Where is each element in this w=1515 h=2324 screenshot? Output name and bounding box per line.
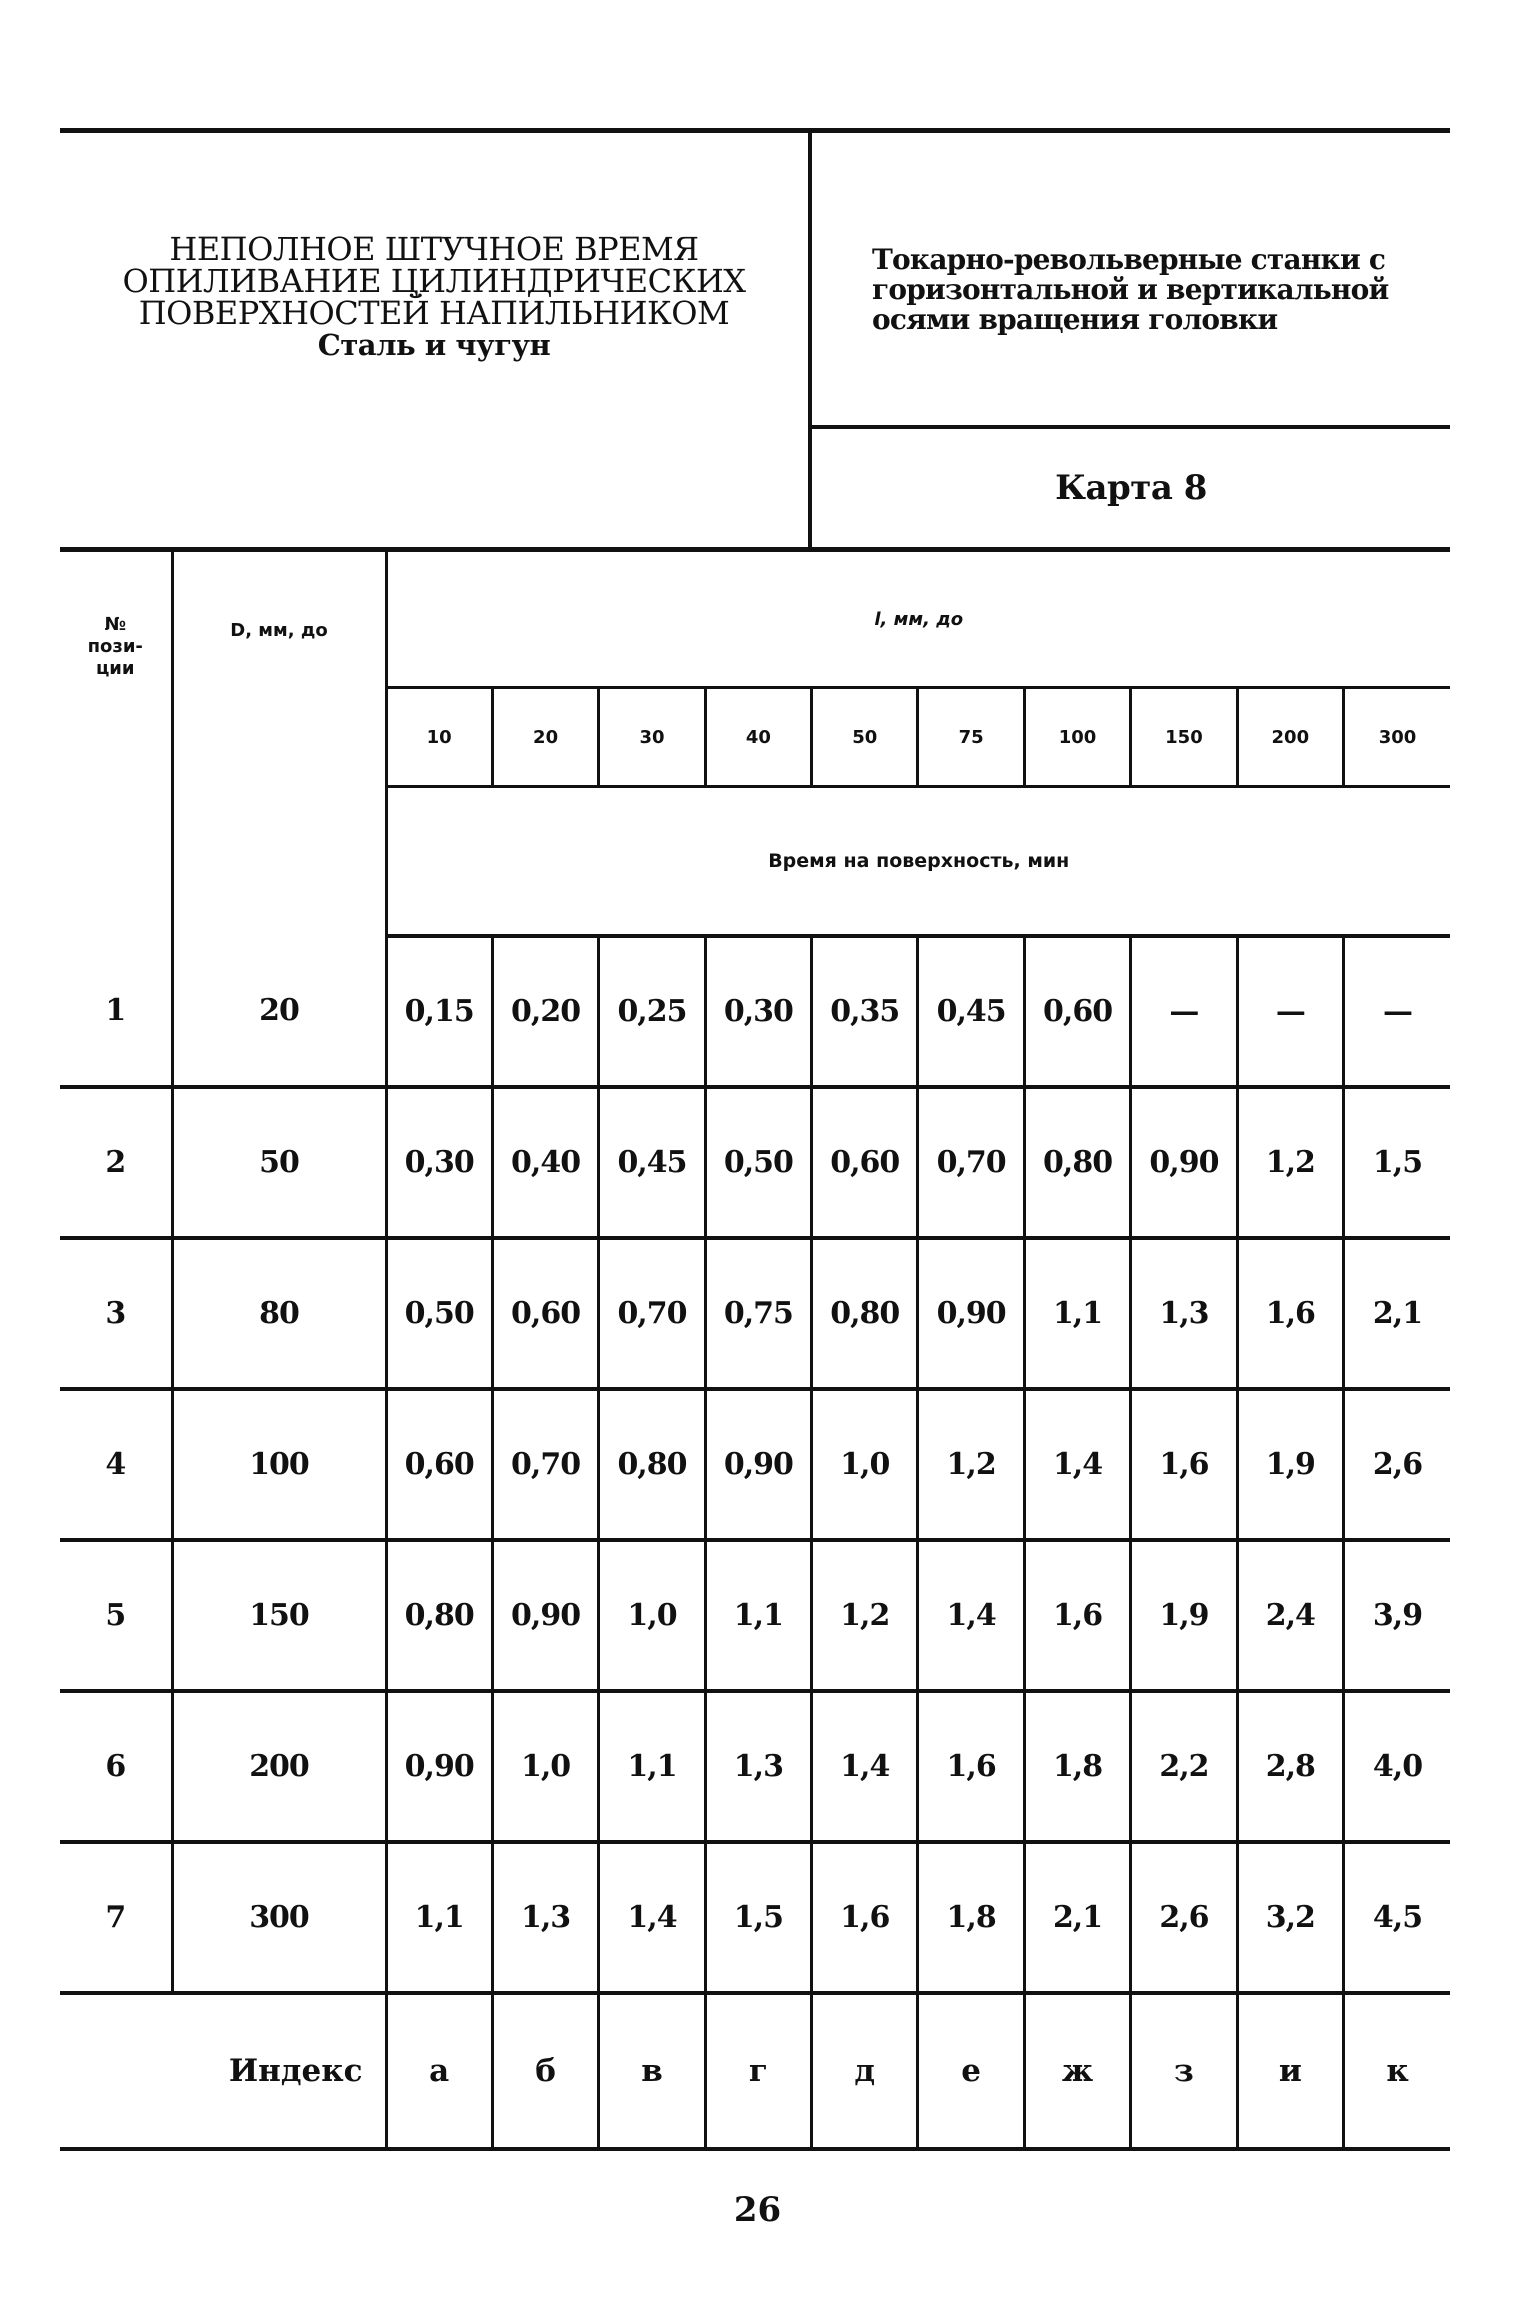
position-cell: 3	[60, 1238, 172, 1389]
time-norms-table	[60, 552, 1450, 2151]
time-value-cell: 2,6	[1131, 1842, 1237, 1993]
index-cell: д	[812, 1993, 918, 2149]
table-row	[60, 1842, 1450, 1993]
time-value-cell: 1,1	[705, 1540, 811, 1691]
position-cell: 6	[60, 1691, 172, 1842]
time-value-cell: 2,4	[1237, 1540, 1343, 1691]
header-text: пози-	[87, 636, 143, 657]
time-value-cell: 0,15	[386, 936, 492, 1087]
page-number: 26	[733, 2190, 782, 2230]
time-value-cell: 0,30	[386, 1087, 492, 1238]
time-value-cell: 0,70	[492, 1389, 598, 1540]
diameter-cell: 20	[172, 936, 386, 1087]
time-value-cell: 0,70	[599, 1238, 705, 1389]
index-cell: и	[1237, 1993, 1343, 2149]
time-value-cell: 1,1	[599, 1691, 705, 1842]
time-value-cell: 1,6	[1237, 1238, 1343, 1389]
machine-line: осями вращения головки	[872, 303, 1278, 336]
title-line: ОПИЛИВАНИЕ ЦИЛИНДРИЧЕСКИХ	[122, 262, 746, 300]
diameter-cell: 150	[172, 1540, 386, 1691]
diameter-cell: 300	[172, 1842, 386, 1993]
length-header-cell: 30	[599, 688, 705, 787]
diameter-cell: 80	[172, 1238, 386, 1389]
time-value-cell: 1,8	[1024, 1691, 1130, 1842]
time-value-cell: 0,70	[918, 1087, 1024, 1238]
length-column-header: l, мм, до	[386, 552, 1450, 688]
length-header-cell: 40	[705, 688, 811, 787]
time-value-cell: 1,1	[386, 1842, 492, 1993]
diameter-column-header: D, мм, до	[172, 552, 386, 936]
table-row	[60, 1087, 1450, 1238]
time-value-cell: 1,6	[812, 1842, 918, 1993]
time-value-cell: 1,4	[918, 1540, 1024, 1691]
time-value-cell: 1,6	[1024, 1540, 1130, 1691]
position-cell: 5	[60, 1540, 172, 1691]
index-cell: а	[386, 1993, 492, 2149]
title-line: НЕПОЛНОЕ ШТУЧНОЕ ВРЕМЯ	[169, 230, 699, 268]
time-value-cell: 1,2	[812, 1540, 918, 1691]
index-label: Индекс	[60, 1993, 386, 2149]
position-column-header	[60, 552, 172, 936]
time-value-cell: 0,90	[386, 1691, 492, 1842]
time-value-cell: 2,1	[1024, 1842, 1130, 1993]
diameter-cell: 200	[172, 1691, 386, 1842]
time-value-cell: 0,30	[705, 936, 811, 1087]
material-subtitle: Сталь и чугун	[317, 328, 551, 362]
machine-type	[872, 245, 1432, 335]
index-cell: е	[918, 1993, 1024, 2149]
time-value-cell: 1,3	[1131, 1238, 1237, 1389]
time-value-cell: 1,4	[812, 1691, 918, 1842]
time-value-cell: 0,60	[812, 1087, 918, 1238]
time-value-cell: 0,50	[705, 1087, 811, 1238]
position-cell: 4	[60, 1389, 172, 1540]
time-value-cell: 0,80	[386, 1540, 492, 1691]
card-header	[60, 128, 1450, 552]
time-value-cell: 1,4	[1024, 1389, 1130, 1540]
table-row	[60, 1389, 1450, 1540]
time-value-cell: 1,5	[705, 1842, 811, 1993]
header-text: №	[104, 614, 127, 635]
time-value-cell: 1,2	[1237, 1087, 1343, 1238]
machine-block	[812, 133, 1450, 429]
time-value-cell: 0,90	[918, 1238, 1024, 1389]
time-value-cell: —	[1131, 936, 1237, 1087]
time-value-cell: 0,75	[705, 1238, 811, 1389]
time-value-cell: 1,9	[1131, 1540, 1237, 1691]
time-value-cell: 0,90	[492, 1540, 598, 1691]
title-block	[60, 133, 812, 547]
time-value-cell: 1,8	[918, 1842, 1024, 1993]
table-row	[60, 1238, 1450, 1389]
time-value-cell: 1,0	[492, 1691, 598, 1842]
time-value-cell: 4,0	[1344, 1691, 1450, 1842]
time-value-cell: 1,3	[492, 1842, 598, 1993]
time-header: Время на поверхность, мин	[386, 787, 1450, 937]
time-value-cell: 0,60	[386, 1389, 492, 1540]
position-cell: 2	[60, 1087, 172, 1238]
time-value-cell: 4,5	[1344, 1842, 1450, 1993]
length-header-cell: 50	[812, 688, 918, 787]
position-cell: 1	[60, 936, 172, 1087]
index-row	[60, 1993, 1450, 2149]
length-header-cell: 300	[1344, 688, 1450, 787]
time-value-cell: 1,6	[1131, 1389, 1237, 1540]
time-value-cell: 2,6	[1344, 1389, 1450, 1540]
time-value-cell: 0,50	[386, 1238, 492, 1389]
time-value-cell: 0,45	[918, 936, 1024, 1087]
time-value-cell: —	[1237, 936, 1343, 1087]
time-value-cell: 1,5	[1344, 1087, 1450, 1238]
time-value-cell: 0,40	[492, 1087, 598, 1238]
time-value-cell: 1,0	[812, 1389, 918, 1540]
table-row	[60, 1691, 1450, 1842]
machine-line: горизонтальной и вертикальной	[872, 273, 1389, 306]
table-row	[60, 936, 1450, 1087]
time-value-cell: 0,90	[1131, 1087, 1237, 1238]
time-value-cell: 1,0	[599, 1540, 705, 1691]
index-cell: з	[1131, 1993, 1237, 2149]
length-header-cell: 150	[1131, 688, 1237, 787]
time-value-cell: 0,45	[599, 1087, 705, 1238]
index-cell: в	[599, 1993, 705, 2149]
time-value-cell: 0,25	[599, 936, 705, 1087]
header-text: ции	[95, 658, 135, 679]
time-value-cell: 0,80	[1024, 1087, 1130, 1238]
time-value-cell: 1,1	[1024, 1238, 1130, 1389]
diameter-cell: 50	[172, 1087, 386, 1238]
time-value-cell: 0,90	[705, 1389, 811, 1540]
length-header-cell: 10	[386, 688, 492, 787]
time-value-cell: 3,9	[1344, 1540, 1450, 1691]
index-cell: к	[1344, 1993, 1450, 2149]
time-value-cell: 2,2	[1131, 1691, 1237, 1842]
time-value-cell: 0,80	[599, 1389, 705, 1540]
index-cell: б	[492, 1993, 598, 2149]
time-value-cell: 0,80	[812, 1238, 918, 1389]
time-value-cell: 1,6	[918, 1691, 1024, 1842]
length-header-cell: 200	[1237, 688, 1343, 787]
length-header-cell: 20	[492, 688, 598, 787]
time-value-cell: 2,8	[1237, 1691, 1343, 1842]
machine-line: Токарно-револьверные станки с	[872, 243, 1386, 276]
time-value-cell: 0,60	[492, 1238, 598, 1389]
index-cell: ж	[1024, 1993, 1130, 2149]
time-value-cell: 0,20	[492, 936, 598, 1087]
time-value-cell: 1,2	[918, 1389, 1024, 1540]
time-value-cell: 2,1	[1344, 1238, 1450, 1389]
title-line: ПОВЕРХНОСТЕЙ НАПИЛЬНИКОМ	[138, 294, 730, 332]
time-value-cell: —	[1344, 936, 1450, 1087]
time-value-cell: 3,2	[1237, 1842, 1343, 1993]
diameter-cell: 100	[172, 1389, 386, 1540]
time-value-cell: 1,3	[705, 1691, 811, 1842]
time-value-cell: 0,35	[812, 936, 918, 1087]
index-cell: г	[705, 1993, 811, 2149]
position-cell: 7	[60, 1842, 172, 1993]
time-value-cell: 1,9	[1237, 1389, 1343, 1540]
table-row	[60, 1540, 1450, 1691]
card-title	[60, 230, 808, 362]
length-header-cell: 75	[918, 688, 1024, 787]
time-value-cell: 0,60	[1024, 936, 1130, 1087]
time-value-cell: 1,4	[599, 1842, 705, 1993]
card-number: Карта 8	[1055, 468, 1207, 508]
length-header-cell: 100	[1024, 688, 1130, 787]
